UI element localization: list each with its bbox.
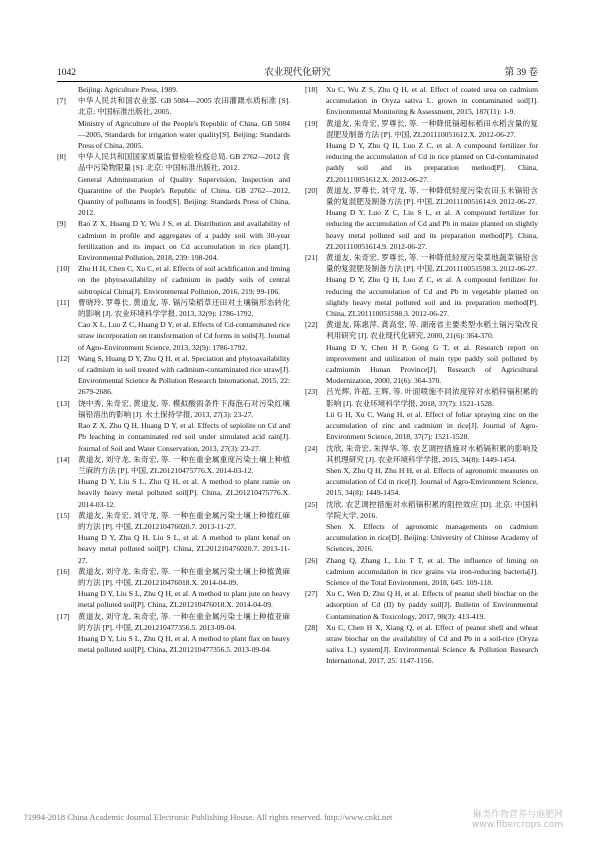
reference-item bbox=[305, 499, 538, 555]
reference-item bbox=[305, 185, 538, 252]
reference-number: [20] bbox=[305, 185, 318, 195]
header-rule bbox=[57, 81, 538, 82]
reference-item bbox=[305, 588, 538, 622]
reference-item bbox=[57, 454, 290, 510]
reference-number: [12] bbox=[57, 353, 70, 363]
reference-item bbox=[305, 622, 538, 667]
reference-item bbox=[305, 443, 538, 499]
reference-text: 中华人民共和国国家质量监督检验检疫总局. GB 2762—2012 食品中污染物限量 [S]. 北京: 中国标准出版社, 2012. bbox=[78, 152, 290, 173]
reference-text: Xu C, Chen H X, Xiang Q, et al. Effect of peanut shell and wheat straw biochar on the availability of Cd and Pb in a soil-rice (Oryza sativa L.) system[J]. Environmental Science & Pollution Research International, 2017, 25: 1147-1156. bbox=[326, 622, 538, 666]
reference-item bbox=[57, 263, 290, 297]
reference-item bbox=[57, 297, 290, 353]
reference-number: [13] bbox=[57, 398, 70, 408]
volume-label: 第 39 卷 bbox=[504, 68, 538, 78]
reference-number: [8] bbox=[57, 152, 66, 162]
reference-text: Ministry of Agriculture of the People's Republic of China. GB 5084—2005, Standards for irrigation water quality[S]. Beijing: Standards Press of China, 2005. bbox=[78, 118, 290, 151]
reference-number: [26] bbox=[305, 555, 318, 565]
reference-number: [15] bbox=[57, 510, 70, 520]
reference-text: 黄道友, 陈惠萍, 龚高堂, 等. 湖南省主要类型水稻土镉污染改良利用研究 [J]. 农业现代化研究, 2000, 21(6): 364-370. bbox=[326, 320, 538, 341]
reference-text: Rao Z X, Huang D Y, Wu J S, et al. Distribution and availability of cadmium in profile and aggregates of a paddy soil with 30-year fertilization and its impact on Cd accumulation in rice plant[J]. Environmental Pollution, 2018, 239: 198-204. bbox=[78, 219, 290, 263]
reference-text: General Administration of Quality Supervision, Inspection and Quarantine of the People's Republic of China. GB 2762—2012, Quantity of pollutants in food[S]. Beijing: Standards Press of China, 2012. bbox=[78, 174, 290, 218]
reference-text: 曹晓玲, 罗尊长, 黄道友, 等. 镉污染稻草还田对土壤镉形态转化的影响 [J]. 农业环境科学学报, 2013, 32(9): 1786-1792. bbox=[78, 297, 290, 319]
reference-item bbox=[305, 252, 538, 319]
reference-text: 沈欣. 农艺调控措施对水稻镉积累的阻控效应 [D]. 北京: 中国科学院大学, 2016. bbox=[326, 499, 538, 520]
reference-item bbox=[57, 151, 290, 218]
reference-number: [22] bbox=[305, 320, 318, 330]
reference-item bbox=[57, 218, 290, 263]
reference-number: [19] bbox=[305, 118, 318, 128]
reference-number: [7] bbox=[57, 96, 66, 106]
reference-number: [28] bbox=[305, 622, 318, 632]
reference-item bbox=[57, 510, 290, 566]
reference-number: [27] bbox=[305, 589, 318, 599]
reference-number: [16] bbox=[57, 566, 70, 576]
reference-number: [24] bbox=[305, 443, 318, 453]
reference-item bbox=[305, 319, 538, 386]
reference-item bbox=[305, 84, 538, 118]
reference-text: 黄道友, 朱奇宏, 刘守龙, 等. 一种在重金属污染土壤上种植红麻的方法 [P]. 中国, ZL201210476020.7. 2013-11-27. bbox=[78, 510, 290, 531]
reference-text: 吕光辉, 许超, 王辉, 等. 叶面喷施不同浓度锌对水稻锌镉积累的影响 [J]. 农业环境科学学报, 2018, 37(7): 1521-1528. bbox=[326, 387, 538, 408]
reference-item bbox=[57, 398, 290, 454]
reference-item bbox=[57, 84, 290, 95]
watermark bbox=[472, 810, 563, 830]
reference-text: Huang D Y, Zhu Q H, Liu S L, et al. A method to plant kenaf on heavy metal polluted soil[P]. China, ZL201210476020.7. 2013-11-27. bbox=[78, 533, 290, 565]
watermark-url: www.fibercrops.com bbox=[472, 820, 563, 830]
reference-text: Rao Z X, Zhu Q H, Huang D Y, et al. Effects of sepiolite on Cd and Pb leaching in contaminated red soil under simulated acid rain[J]. Journal of Soil and Water Conservation, 2013, 27(3): 23-27. bbox=[78, 421, 290, 453]
reference-item bbox=[57, 353, 290, 398]
reference-text: 沈欣, 朱奇宏, 朱捍华, 等. 农艺调控措施对水稻镉积累的影响及其机理研究 [J]. 农业环境科学学报, 2015, 34(8): 1449-1454. bbox=[326, 443, 538, 464]
reference-text: Xu C, Wu Z S, Zhu Q H, et al. Effect of coated urea on cadmium accumulation in Oryza sativa L. grown in contaminated soil[J]. Environmental Monitoring & Assessment, 2015, 187(11): 1-9. bbox=[326, 85, 538, 117]
reference-item bbox=[305, 555, 538, 589]
reference-number: [17] bbox=[57, 611, 70, 621]
reference-item bbox=[305, 118, 538, 185]
reference-number: [23] bbox=[305, 387, 318, 397]
reference-text: 中华人民共和国农业部. GB 5084—2005 农田灌溉水质标准 [S]. 北京: 中国标准出版社, 2005. bbox=[78, 96, 290, 117]
reference-text: Lü G H, Xu C, Wang H, et al. Effect of foliar spraying zinc on the accumulation of zinc and cadmium in rice[J]. Journal of Agro-Environment Science, 2018, 37(7): 1521-1528. bbox=[326, 409, 538, 442]
references-right-column bbox=[305, 84, 538, 667]
reference-text: Huang D Y, Liu S L, Zhu Q H, et al. A method to plant ramie on heavily heavy metal polluted soil[P]. China, ZL201210475776.X. 2014-03-12. bbox=[78, 477, 290, 509]
reference-text: Huang D Y, Chen H P, Gong G T, et al. Research report on improvement and utilization of main type paddy soil polluted by cadmiumin Hunan Province[J]. Research of Agricultural Modernization, 2000, 21(6): 364-370. bbox=[326, 342, 538, 386]
reference-text: 黄道友, 刘守龙, 朱奇宏, 等. 一种在重金属污染土壤上种植亚麻的方法 [P]. 中国, ZL201210477356.5. 2013-09-04. bbox=[78, 611, 290, 632]
reference-text: Huang D Y, Zhu Q H, Luo Z C, et al. A compound fertilizer for reducing the accumulation of Cd and Pb in vegetable planted on slightly heavy metal polluted soil and its preparation method[P]. China, ZL201110051598.3. 2012-06-27. bbox=[326, 275, 538, 319]
reference-item bbox=[57, 611, 290, 656]
reference-text: 黄道友, 朱奇宏, 罗尊长, 等. 一种降低镉超标稻田水稻含量的复混肥及制备方法 [P]. 中国, ZL201110051612.X. 2012-06-27. bbox=[326, 118, 538, 139]
reference-number: [9] bbox=[57, 219, 66, 229]
reference-number: [14] bbox=[57, 454, 70, 464]
reference-text: Huang D Y, Zhu Q H, Luo Z C, et al. A compound fertilizer for reducing the accumulation of Cd in rice planted on Cd-contaminated paddy soil and its preparation method[P]. China, ZL201110051612.X. 2012-06-27. bbox=[326, 141, 538, 184]
reference-text: Shen X, Zhu Q H, Zhu H H, et al. Effects of agronomic measures on accumulation of Cd in rice[J]. Journal of Agro-Environment Science, 2015, 34(8): 1449-1454. bbox=[326, 465, 538, 498]
references-left-column bbox=[57, 84, 290, 655]
watermark-cn: 麻类作物营养与施肥网 bbox=[472, 810, 563, 820]
reference-text: Huang D Y, Liu S L, Zhu Q H, et al. A method to plant flax on heavy metal polluted soil[P]. China, ZL201210477356.5. 2013-09-04. bbox=[78, 633, 290, 655]
reference-text: Zhang Q, Zhang L, Liu T T, et al. The influence of liming on cadmium accumulation in rice grains via iron-reducing bacteria[J]. Science of the Total Environment, 2018, 645: 109-118. bbox=[326, 555, 538, 587]
reference-text: 黄道友, 罗尊长, 刘守龙, 等. 一种降低轻度污染农田玉米镉铅含量的复混肥及制备方法 [P]. 中国, ZL201110051614.9. 2012-06-27. bbox=[326, 185, 538, 207]
reference-number: [11] bbox=[57, 297, 70, 307]
reference-text: Huang D Y, Liu S L, Zhu Q H, et al. A method to plant jute on heavy metal polluted soil[P]. China, ZL201210476018.X. 2014-04-09. bbox=[78, 589, 290, 610]
reference-text: Wang S, Huang D Y, Zhu Q H, et al. Speciation and phytoavailability of cadmium in soil treated with cadmium-contaminated rice straw[J]. Environmental Science & Pollution Research International, 2015, 22: 2679-2686. bbox=[78, 353, 290, 397]
reference-text: Shen X. Effects of agronomic managements on cadmium accumulation in rice[D]. Beijing: University of Chinese Academy of Sciences, 2016. bbox=[326, 521, 538, 554]
reference-number: [25] bbox=[305, 499, 318, 509]
reference-text: Zhu H H, Chen C, Xu C, et al. Effects of soil acidification and liming on the phytoavailability of cadmium in paddy soils of central subtropical China[J]. Environmental Pollution, 2016, 219: 99-106. bbox=[78, 264, 290, 296]
reference-text: Cao X L, Luo Z C, Huang D Y, et al. Effects of Cd-contaminated rice straw incorporation on transformation of Cd forms in soils[J]. Journal of Agro-Environment Science, 2013, 32(9): 1786-1792. bbox=[78, 320, 290, 352]
reference-item bbox=[57, 95, 290, 151]
reference-item bbox=[305, 386, 538, 442]
journal-title: 农业现代化研究 bbox=[264, 68, 331, 78]
reference-text: 黄道友, 刘守龙, 朱奇宏, 等. 一种在重金属污染土壤上种植黄麻的方法 [P]. 中国, ZL201210476018.X. 2014-04-09. bbox=[78, 566, 290, 587]
running-header bbox=[57, 66, 538, 80]
reference-number: [21] bbox=[305, 253, 318, 263]
reference-number: [18] bbox=[305, 85, 318, 94]
reference-item bbox=[57, 566, 290, 611]
reference-text: 黄道友, 朱奇宏, 罗尊长, 等. 一种降低轻度污染菜地蔬菜镉铅含量的复混肥及制备方法 [P]. 中国, ZL201110051598.3. 2012-06-27. bbox=[326, 253, 538, 274]
reference-number: [10] bbox=[57, 264, 70, 274]
copyright-footer: ?1994-2018 China Academic Journal Electronic Publishing House. All rights reserved. http://www.cnki.net bbox=[24, 812, 393, 822]
reference-text: 饶中秀, 朱奇宏, 黄道友, 等. 模拟酸雨条件下海泡石对污染红壤镉铅溶出的影响 [J]. 水土保持学报, 2013, 27(3): 23-27. bbox=[78, 398, 290, 419]
reference-text: Huang D Y, Luo Z C, Liu S L, et al. A compound fertilizer for reducing the accumulation of Cd and Pb in maize planted on slightly heavy metal polluted soil and its preparation method[P]. China, ZL201110051614.9. 2012-06-27. bbox=[326, 208, 538, 251]
reference-text: Xu C, Wen D, Zhu Q H, et al. Effects of peanut shell biochar on the adsorption of Cd (II) by paddy soil[J]. Bulletin of Environmental Contamination & Toxicology, 2017, 98(3): 413-419. bbox=[326, 589, 538, 621]
reference-text: 黄道友, 刘守龙, 朱奇宏, 等. 一种在重金属重度污染土壤上种植兰麻的方法 [P]. 中国, ZL201210475776.X. 2014-03-12. bbox=[78, 454, 290, 475]
page-number: 1042 bbox=[57, 68, 76, 78]
reference-text: Beijing: Agriculture Press, 1989. bbox=[78, 85, 178, 94]
